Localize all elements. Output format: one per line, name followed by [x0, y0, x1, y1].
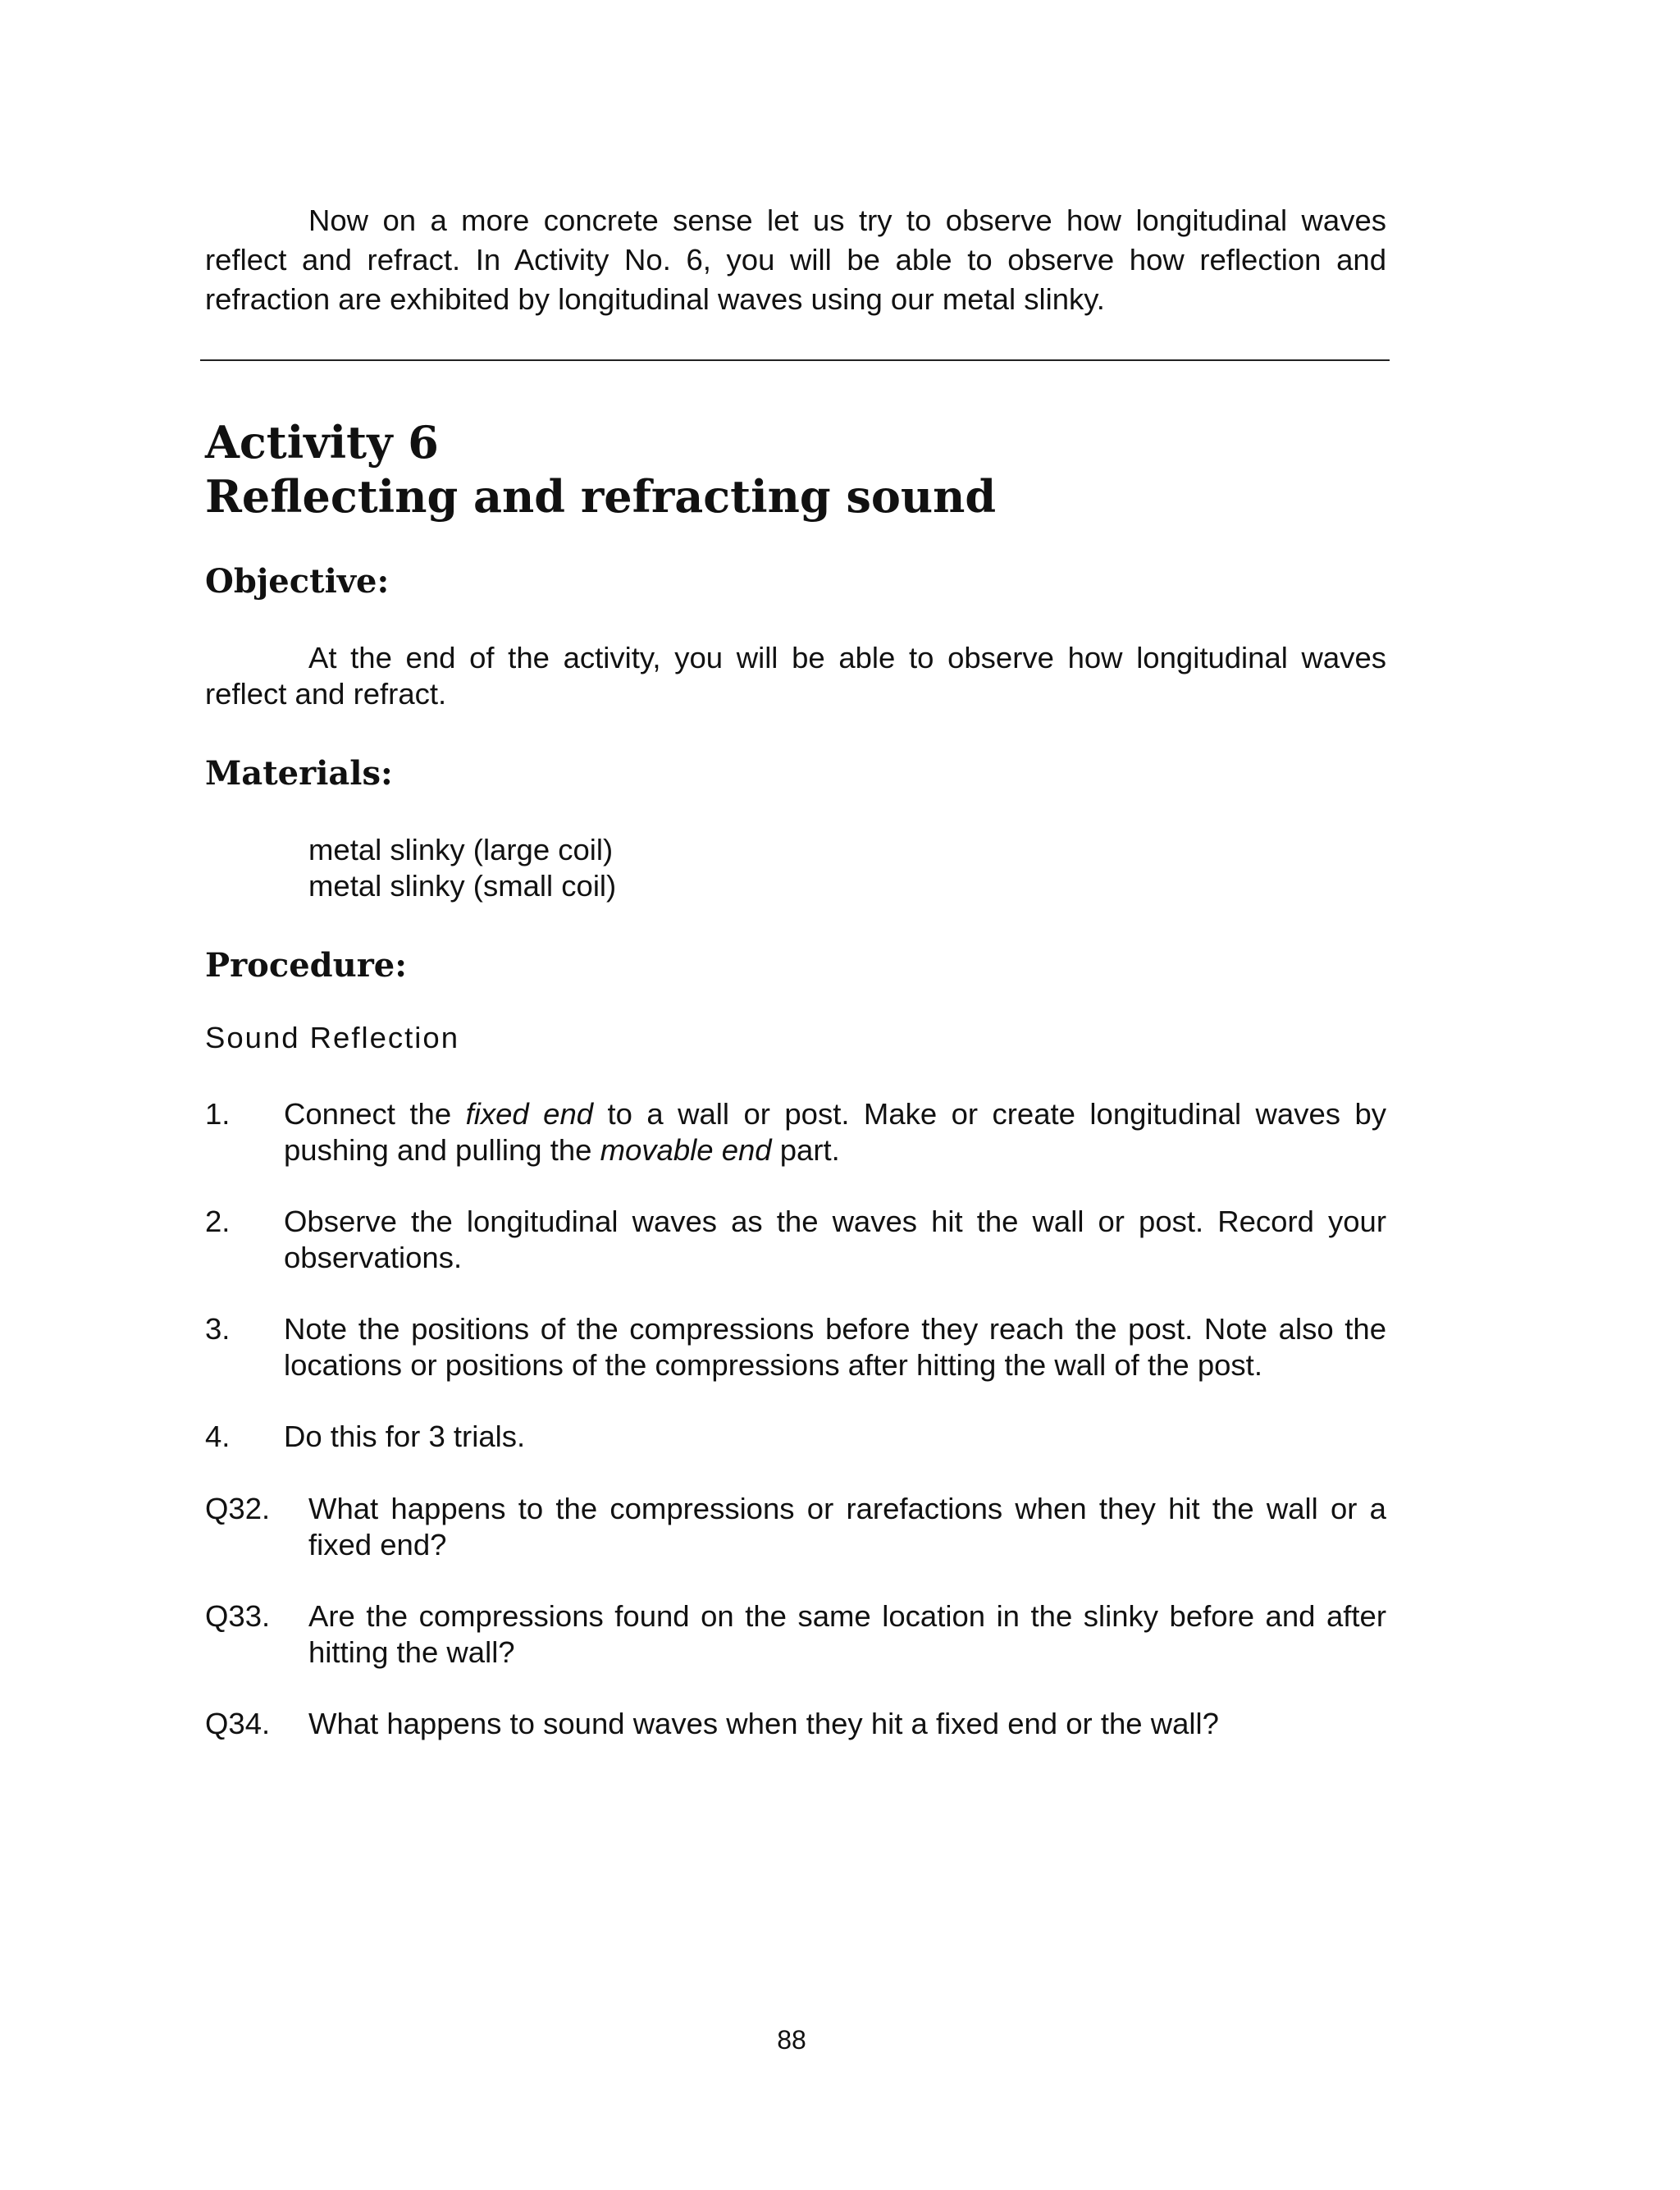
intro-section — [205, 201, 1386, 319]
step-number: 1. — [205, 1097, 231, 1131]
objective-heading: Objective: — [205, 562, 390, 601]
activity-number-title: Activity 6 — [205, 416, 439, 469]
objective-section — [205, 640, 1386, 712]
section-divider — [200, 359, 1390, 361]
step-number: 2. — [205, 1205, 231, 1238]
procedure-subheading: Sound Reflection — [205, 1021, 459, 1054]
step-text: Connect the fixed end to a wall or post. Make or create longitudinal waves by pushing and pulling the movable end part. — [284, 1097, 1386, 1167]
step-number: 3. — [205, 1312, 231, 1346]
list-item: metal slinky (small coil) — [308, 869, 617, 903]
step-text: Do this for 3 trials. — [284, 1420, 526, 1453]
question-text: What happens to the compressions or rarefactions when they hit the wall or a fixed end? — [308, 1492, 1386, 1561]
step-number: 4. — [205, 1420, 231, 1453]
question-text: Are the compressions found on the same location in the slinky before and after hitting the wall? — [308, 1599, 1386, 1669]
step-text: Observe the longitudinal waves as the waves hit the wall or post. Record your observations. — [284, 1205, 1386, 1274]
list-item: metal slinky (large coil) — [308, 833, 614, 866]
intro-paragraph: Now on a more concrete sense let us try to observe how longitudinal waves reflect and refract. In Activity No. 6, you will be able to observe how reflection and refraction are exhibited by longitudinal waves using our metal slinky. — [205, 203, 1386, 316]
question-number: Q34. — [205, 1707, 271, 1740]
materials-heading: Materials: — [205, 754, 393, 793]
activity-title: Reflecting and refracting sound — [205, 470, 997, 523]
objective-text: At the end of the activity, you will be able to observe how longitudinal waves reflect and refract. — [205, 641, 1386, 711]
question-number: Q33. — [205, 1599, 271, 1633]
activity-heading — [205, 415, 1386, 523]
question-number: Q32. — [205, 1492, 271, 1525]
materials-list — [308, 832, 616, 904]
procedure-heading: Procedure: — [205, 946, 407, 985]
question-text: What happens to sound waves when they hit a fixed end or the wall? — [308, 1707, 1219, 1740]
step-text: Note the positions of the compressions before they reach the post. Note also the locations or positions of the compressions after hitting the wall of the post. — [284, 1312, 1386, 1382]
page-number: 88 — [777, 2025, 806, 2055]
